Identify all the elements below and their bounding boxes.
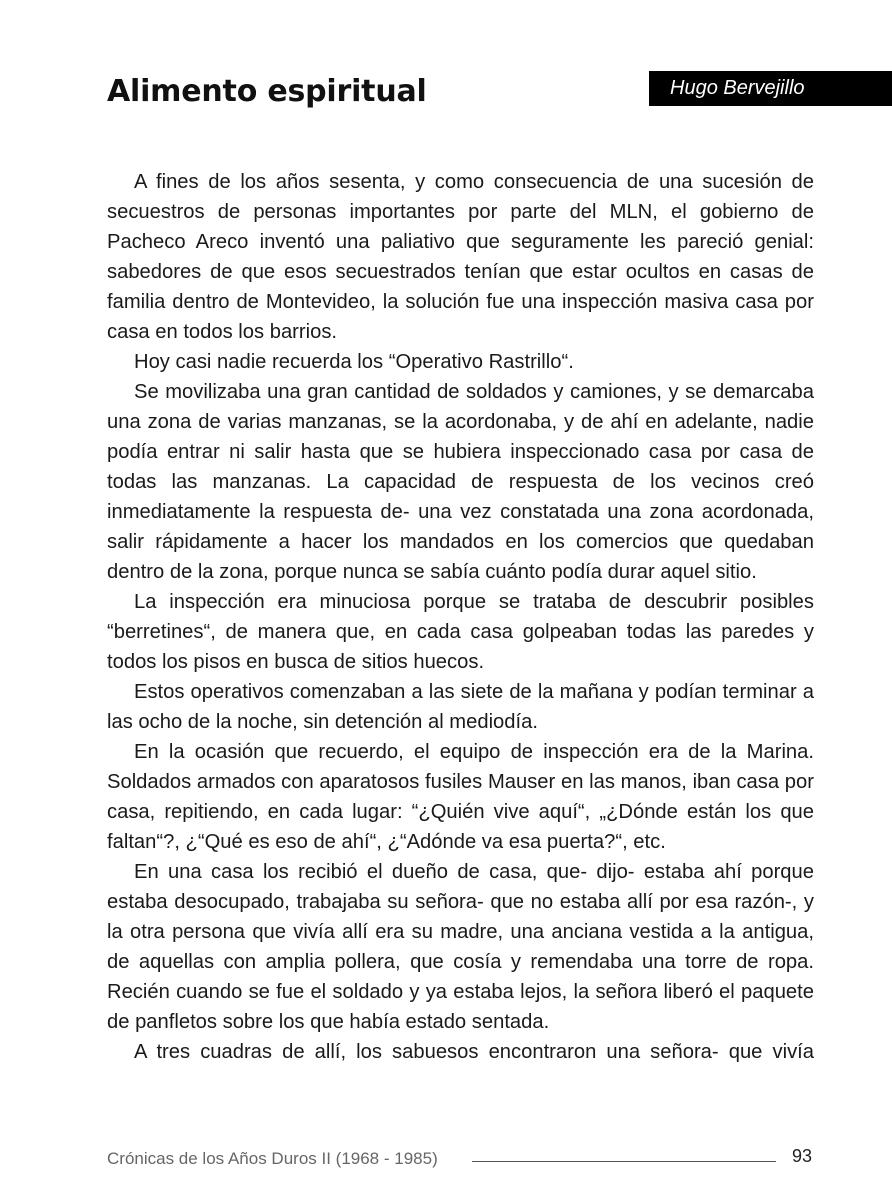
page-number: 93 (792, 1146, 813, 1166)
paragraph: A tres cuadras de allí, los sabuesos encontraron una señora- que vivía (134, 1041, 814, 1063)
footer-divider (472, 1161, 776, 1162)
paragraph: En la ocasión que recuerdo, el equipo de inspección era de la Marina. Soldados armados con aparatosos fusiles Mauser en las manos, iban casa por casa, repitiendo, en cada lugar: “¿Quién vive aquí“, „¿Dónde están los que faltan“?, ¿“Qué es eso de ahí“, ¿“Adónde va esa puerta?“, etc. (107, 741, 814, 853)
paragraph: A fines de los años sesenta, y como consecuencia de una sucesión de secuestros de personas importantes por parte del MLN, el gobierno de Pacheco Areco inventó una paliativo que seguramente les pareció genial: sabedores de que esos secuestrados tenían que estar ocultos en casas de familia dentro de Montevideo, la solución fue una inspección masiva casa por casa en todos los barrios. (107, 171, 814, 343)
author-banner: Hugo Bervejillo (649, 71, 892, 106)
chapter-title: Alimento espiritual (107, 74, 427, 109)
paragraph: En una casa los recibió el dueño de casa, que- dijo- estaba ahí porque estaba desocupado, trabajaba su señora- que no estaba allí por esa razón-, y la otra persona que vivía allí era su madre, una anciana vestida a la antigua, de aquellas con amplia pollera, que cosía y remendaba una torre de ropa. Recién cuando se fue el soldado y ya estaba lejos, la señora liberó el paquete de panfletos sobre los que había estado sentada. (107, 861, 814, 1033)
footer-book-title: Crónicas de los Años Duros II (1968 - 1985) (107, 1149, 438, 1168)
body-text (107, 167, 814, 1067)
paragraph: Estos operativos comenzaban a las siete de la mañana y podían terminar a las ocho de la noche, sin detención al mediodía. (107, 681, 814, 733)
paragraph: Se movilizaba una gran cantidad de soldados y camiones, y se demarcaba una zona de varias manzanas, se la acordonaba, y de ahí en adelante, nadie podía entrar ni salir hasta que se hubiera inspeccionado casa por casa de todas las manzanas. La capacidad de respuesta de los vecinos creó inmediatamente la respuesta de- una vez constatada una zona acordonada, salir rápidamente a hacer los mandados en los comercios que quedaban dentro de la zona, porque nunca se sabía cuánto podía durar aquel sitio. (107, 381, 814, 583)
paragraph: La inspección era minuciosa porque se trataba de descubrir posibles “berretines“, de manera que, en cada casa golpeaban todas las paredes y todos los pisos en busca de sitios huecos. (107, 591, 814, 673)
paragraph: Hoy casi nadie recuerda los “Operativo Rastrillo“. (134, 351, 574, 373)
